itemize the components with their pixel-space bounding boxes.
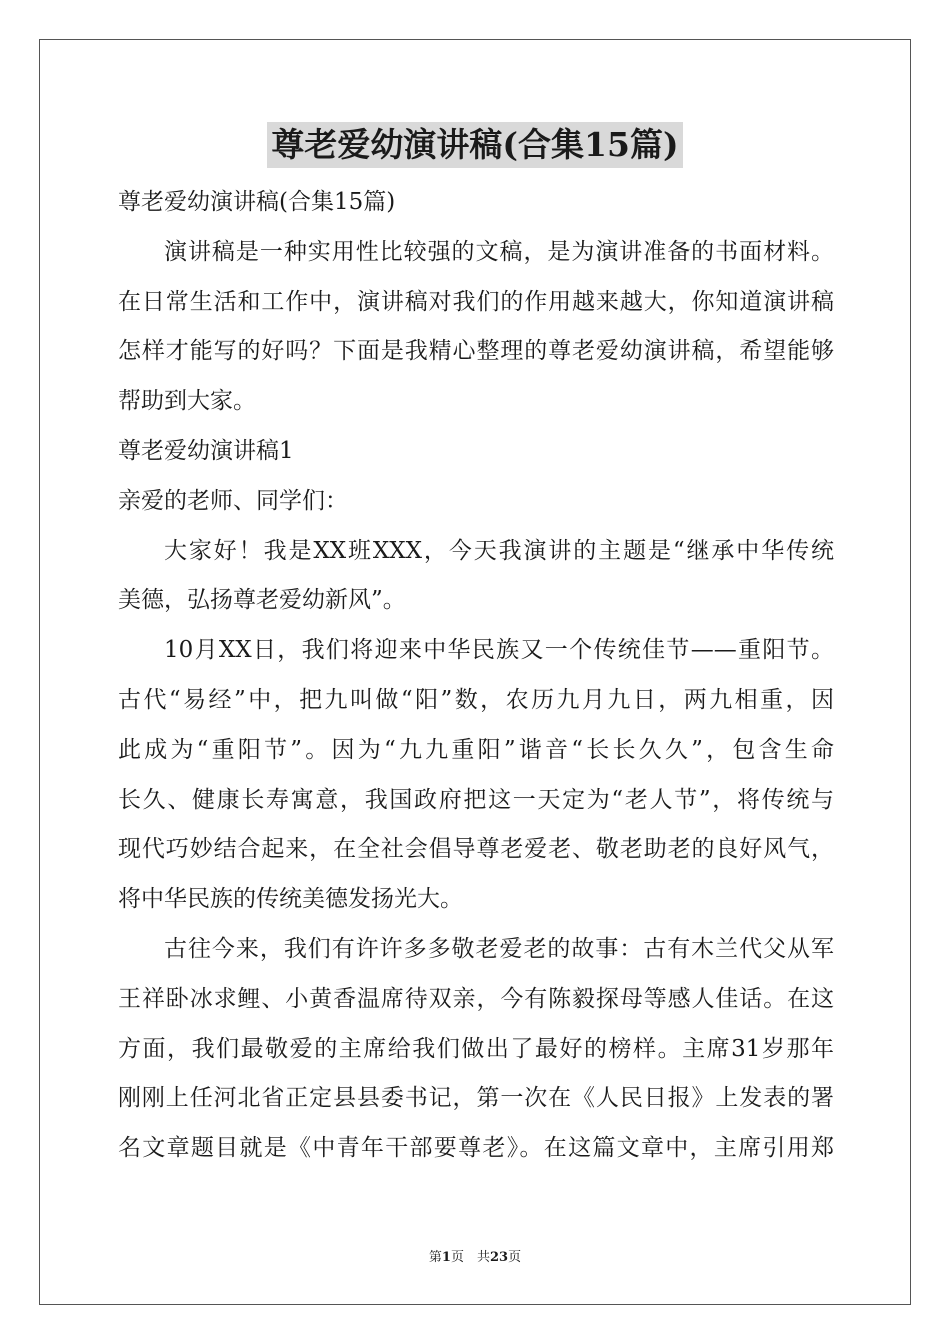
body-line: 王祥卧冰求鲤、小黄香温席待双亲，今有陈毅探母等感人佳话。在这 (118, 985, 834, 1012)
body-line: 现代巧妙结合起来，在全社会倡导尊老爱老、敬老助老的良好风气， (118, 836, 834, 863)
body-line: 演讲稿是一种实用性比较强的文稿，是为演讲准备的书面材料。 (164, 238, 834, 265)
body-line: 大家好！我是XX班XXX，今天我演讲的主题是“继承中华传统 (164, 537, 834, 564)
footer-suffix: 页 (508, 1250, 522, 1265)
page-footer (0, 1248, 950, 1268)
body-line: 尊老爱幼演讲稿1 (118, 437, 294, 464)
document-title: 尊老爱幼演讲稿(合集15篇) (267, 122, 682, 168)
footer-total-pages: 23 (489, 1250, 509, 1265)
body-line: 将中华民族的传统美德发扬光大。 (118, 886, 463, 913)
body-line: 尊老爱幼演讲稿(合集15篇) (118, 189, 396, 215)
body-line: 美德，弘扬尊老爱幼新风”。 (118, 587, 406, 614)
body-line: 在日常生活和工作中，演讲稿对我们的作用越来越大，你知道演讲稿 (118, 288, 834, 315)
footer-prefix: 第 (428, 1250, 442, 1265)
title-container (0, 122, 950, 168)
document-body (118, 178, 834, 1174)
body-line: 刚刚上任河北省正定县县委书记，第一次在《人民日报》上发表的署 (118, 1085, 834, 1112)
body-line: 怎样才能写的好吗？下面是我精心整理的尊老爱幼演讲稿，希望能够 (118, 338, 834, 365)
body-line: 此成为“重阳节”。因为“九九重阳”谐音“长长久久”，包含生命 (118, 736, 834, 763)
body-line: 亲爱的老师、同学们： (118, 487, 348, 514)
footer-current-page: 1 (441, 1250, 451, 1265)
body-line: 名文章题目就是《中青年干部要尊老》。在这篇文章中，主席引用郑 (118, 1135, 834, 1162)
body-line: 古代“易经”中，把九叫做“阳”数，农历九月九日，两九相重，因 (118, 686, 834, 713)
body-line: 帮助到大家。 (118, 388, 256, 415)
body-line: 古往今来，我们有许许多多敬老爱老的故事：古有木兰代父从军 (164, 935, 834, 962)
body-line: 方面，我们最敬爱的主席给我们做出了最好的榜样。主席31岁那年 (118, 1035, 834, 1062)
footer-mid: 页 共 (450, 1250, 490, 1265)
body-line: 10月XX日，我们将迎来中华民族又一个传统佳节——重阳节。 (164, 637, 834, 664)
body-line: 长久、健康长寿寓意，我国政府把这一天定为“老人节”，将传统与 (118, 786, 834, 813)
